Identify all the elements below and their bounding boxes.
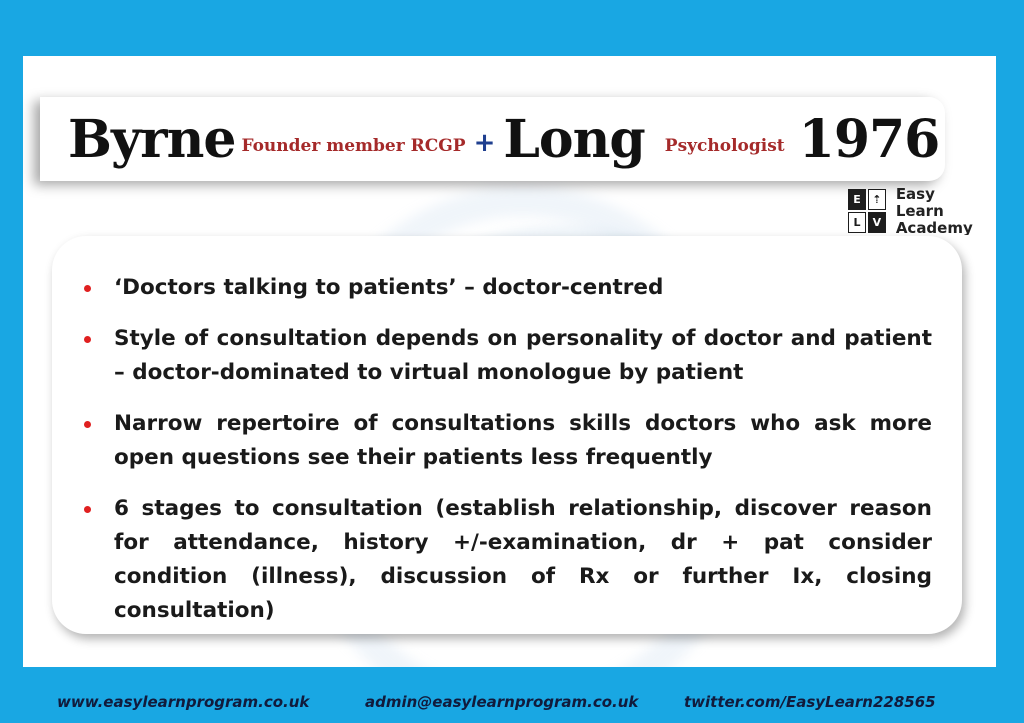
footer-twitter-link[interactable]: twitter.com/EasyLearn228565 bbox=[684, 693, 936, 711]
bullet-dot-icon bbox=[84, 285, 91, 292]
title-name-long: Long bbox=[503, 108, 645, 170]
logo-cell: L bbox=[848, 212, 866, 233]
title-year: 1976 bbox=[798, 108, 940, 170]
bullet-dot-icon bbox=[84, 421, 91, 428]
bullet-item bbox=[80, 407, 932, 475]
logo-line-1: Easy Learn bbox=[895, 187, 944, 220]
bullet-item bbox=[80, 322, 932, 390]
bullet-list bbox=[80, 271, 932, 645]
bullet-item bbox=[80, 492, 932, 628]
bullet-text: Style of consultation depends on personality of doctor and patient – doctor-dominated to virtual monologue by patient bbox=[114, 326, 932, 385]
bullet-dot-icon bbox=[84, 336, 91, 343]
title-plus: + bbox=[473, 128, 496, 158]
bullet-dot-icon bbox=[84, 506, 91, 513]
title-name-byrne: Byrne bbox=[68, 108, 236, 170]
footer bbox=[0, 690, 1024, 718]
logo-cell: V bbox=[868, 212, 886, 233]
logo-text bbox=[896, 187, 983, 235]
title-role-byrne: Founder member RCGP bbox=[241, 136, 466, 156]
logo-cell: E bbox=[848, 189, 866, 210]
bullet-text: 6 stages to consultation (establish relationship, discover reason for attendance, history +/-examination, dr + pat consider condition (illness), discussion of Rx or further Ix, closing consultation) bbox=[114, 496, 932, 623]
bullet-text: Narrow repertoire of consultations skills doctors who ask more open questions see their patients less frequently bbox=[114, 411, 932, 470]
bullet-text: ‘Doctors talking to patients’ – doctor-centred bbox=[114, 275, 664, 300]
title-role-long: Psychologist bbox=[664, 136, 785, 156]
easy-learn-academy-logo bbox=[848, 187, 983, 235]
logo-line-2: Academy bbox=[895, 218, 973, 235]
footer-website-link[interactable]: www.easylearnprogram.co.uk bbox=[57, 693, 310, 711]
title-banner bbox=[40, 97, 945, 181]
logo-cell: ⇡ bbox=[868, 189, 886, 210]
logo-mark-icon bbox=[848, 189, 886, 233]
footer-email-link[interactable]: admin@easylearnprogram.co.uk bbox=[365, 693, 639, 711]
bullet-item bbox=[80, 271, 932, 305]
